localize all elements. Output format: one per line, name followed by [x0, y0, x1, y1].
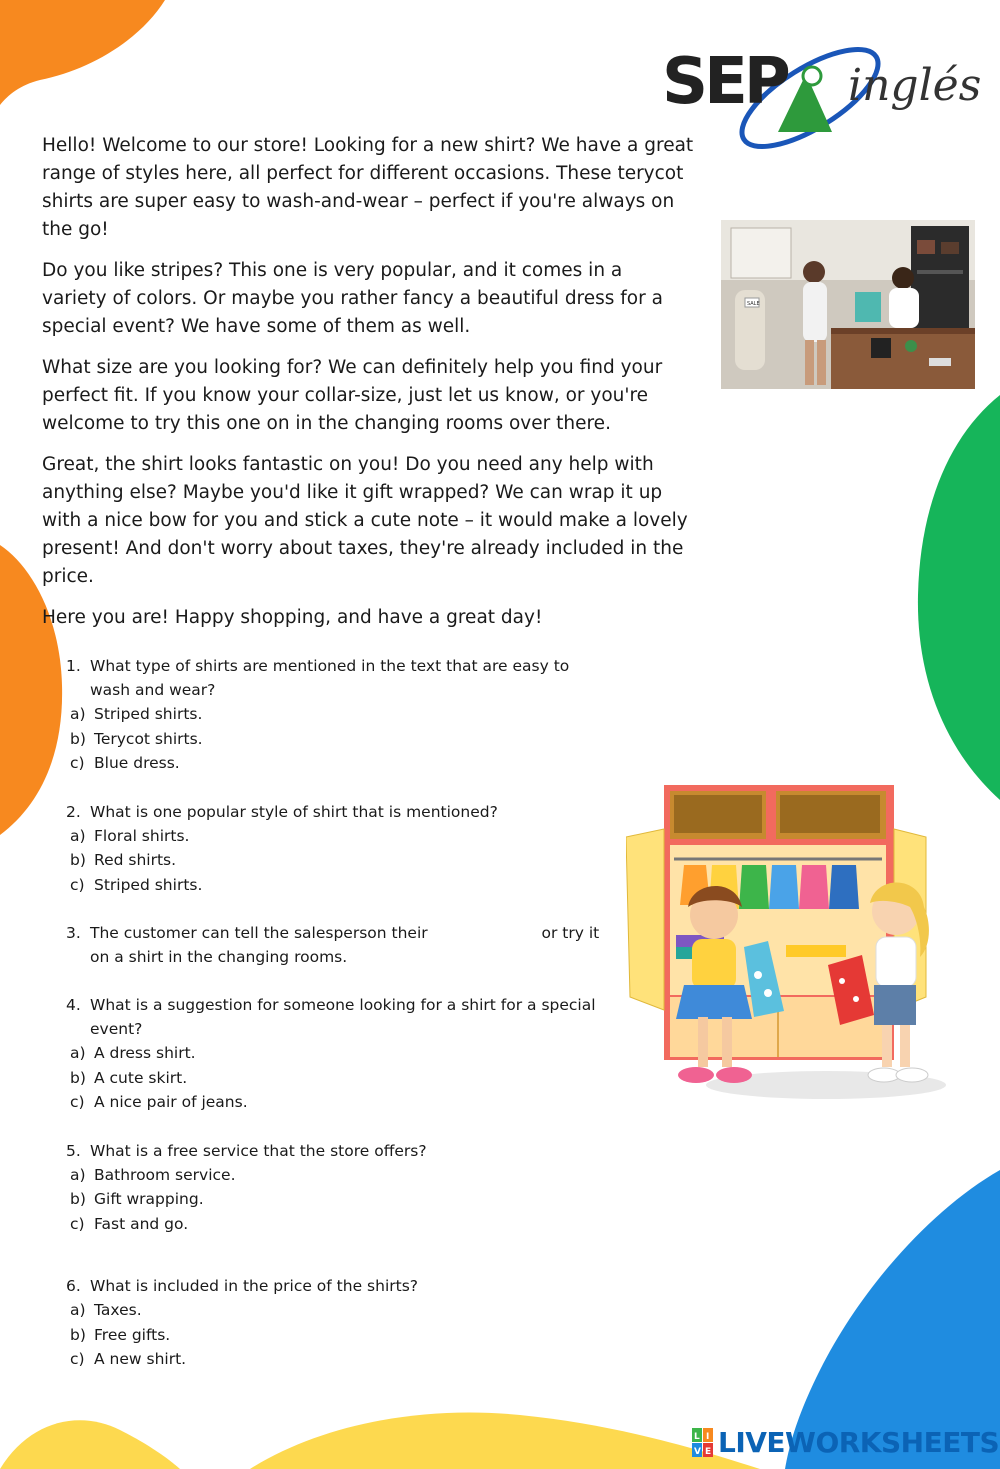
question-text-before: The customer can tell the salesperson their — [90, 924, 428, 942]
option-text: Striped shirts. — [94, 875, 203, 894]
sep-ingles-logo — [660, 34, 980, 164]
option-c[interactable] — [70, 1347, 606, 1372]
option-letter: a) — [70, 705, 86, 723]
logo-ingles-text: inglés — [848, 60, 982, 111]
badge-letter-l: L — [694, 1432, 700, 1442]
blue-corner-blob — [770, 1170, 1000, 1469]
option-text: Taxes. — [94, 1301, 142, 1319]
question-6 — [66, 1274, 606, 1372]
question-5 — [66, 1139, 606, 1237]
liveworksheets-text: LIVEWORKSHEETS — [718, 1426, 1000, 1459]
sale-sign: SALE — [747, 301, 760, 307]
option-c[interactable] — [70, 873, 606, 898]
option-letter: a) — [70, 1301, 86, 1319]
closet-girls-illustration — [626, 785, 956, 1115]
yellow-bottom-blob — [0, 1400, 800, 1469]
green-right-blob — [910, 395, 1000, 805]
option-letter: a) — [70, 1165, 86, 1184]
question-text-after: or try it on a shirt in the changing rooms. — [90, 924, 600, 966]
option-letter: b) — [70, 1325, 86, 1344]
option-letter: c) — [70, 1093, 85, 1111]
option-text: A nice pair of jeans. — [94, 1093, 248, 1111]
option-c[interactable] — [70, 1212, 606, 1237]
answer-blank-input[interactable] — [433, 937, 537, 938]
option-b[interactable] — [70, 848, 606, 873]
option-letter: b) — [70, 729, 86, 748]
option-a[interactable] — [70, 1041, 606, 1066]
option-text: A new shirt. — [94, 1350, 187, 1368]
option-c[interactable] — [70, 1090, 606, 1115]
question-text: What type of shirts are mentioned in the text that are easy to wash and wear? — [90, 657, 570, 699]
paragraph-4: Great, the shirt looks fantastic on you! Do you need any help with anything else? Maybe you'd like it gift wrapped? We can wrap it up with a nice bow for you and stick a cute note – it would make a lovely present! And don't worry about taxes, they're already included in the price. — [42, 454, 688, 587]
question-number: 6. — [66, 1277, 81, 1295]
option-letter: c) — [70, 1350, 85, 1368]
question-4 — [66, 993, 606, 1115]
option-letter: c) — [70, 754, 85, 772]
option-letter: b) — [70, 1190, 86, 1208]
option-letter: c) — [70, 875, 85, 894]
question-1 — [66, 654, 606, 776]
question-number: 5. — [66, 1141, 81, 1160]
liveworksheets-badge-icon — [692, 1428, 714, 1458]
paragraph-1: Hello! Welcome to our store! Looking for a new shirt? We have a great range of styles here, all perfect for different occasions. These terycot shirts are super easy to wash-and-wear – perfect if you're always on the go! — [42, 135, 694, 240]
option-text: Striped shirts. — [94, 705, 203, 723]
option-text: Red shirts. — [94, 851, 177, 869]
option-text: Fast and go. — [94, 1214, 189, 1233]
paragraph-5: Here you are! Happy shopping, and have a great day! — [42, 607, 543, 628]
option-a[interactable] — [70, 824, 606, 849]
option-text: Floral shirts. — [94, 826, 190, 845]
option-text: Gift wrapping. — [94, 1190, 204, 1208]
badge-letter-i: I — [706, 1432, 710, 1442]
option-b[interactable] — [70, 1187, 606, 1212]
badge-letter-e: E — [705, 1447, 712, 1457]
question-text: What is included in the price of the shirts? — [90, 1277, 418, 1295]
option-b[interactable] — [70, 727, 606, 752]
option-letter: a) — [70, 826, 86, 845]
option-b[interactable] — [70, 1323, 606, 1348]
question-2 — [66, 800, 606, 898]
option-text: A cute skirt. — [94, 1068, 188, 1087]
question-number: 2. — [66, 802, 81, 821]
reading-passage — [42, 132, 702, 645]
option-a[interactable] — [70, 1163, 606, 1188]
question-number: 4. — [66, 996, 81, 1014]
paragraph-3: What size are you looking for? We can definitely help you find your perfect fit. If you know your collar-size, just let us know, or you're welcome to try this one on in the changing rooms over there. — [42, 357, 663, 434]
question-text: What is a free service that the store offers? — [90, 1141, 427, 1160]
badge-letter-v: V — [694, 1447, 701, 1457]
option-c[interactable] — [70, 751, 606, 776]
option-text: Blue dress. — [94, 754, 180, 772]
logo-sep-text: SEP — [662, 45, 787, 119]
option-text: Free gifts. — [94, 1325, 171, 1344]
option-text: A dress shirt. — [94, 1044, 196, 1062]
question-text: What is a suggestion for someone looking for a shirt for a special event? — [90, 996, 596, 1038]
option-a[interactable] — [70, 1298, 606, 1323]
store-photo — [721, 220, 975, 389]
question-number: 3. — [66, 924, 81, 942]
paragraph-2: Do you like stripes? This one is very popular, and it comes in a variety of colors. Or maybe you rather fancy a beautiful dress for a special event? We have some of them as well. — [42, 260, 663, 337]
option-letter: c) — [70, 1214, 85, 1233]
option-text: Bathroom service. — [94, 1165, 236, 1184]
question-number: 1. — [66, 657, 81, 675]
liveworksheets-logo — [692, 1428, 999, 1458]
option-letter: b) — [70, 851, 86, 869]
question-text: What is one popular style of shirt that is mentioned? — [90, 802, 498, 821]
question-3 — [66, 921, 606, 969]
questions-section — [66, 654, 606, 1396]
option-b[interactable] — [70, 1066, 606, 1091]
option-text: Terycot shirts. — [94, 729, 203, 748]
option-letter: a) — [70, 1044, 86, 1062]
orange-corner-blob — [0, 0, 170, 110]
option-letter: b) — [70, 1068, 86, 1087]
option-a[interactable] — [70, 702, 606, 727]
